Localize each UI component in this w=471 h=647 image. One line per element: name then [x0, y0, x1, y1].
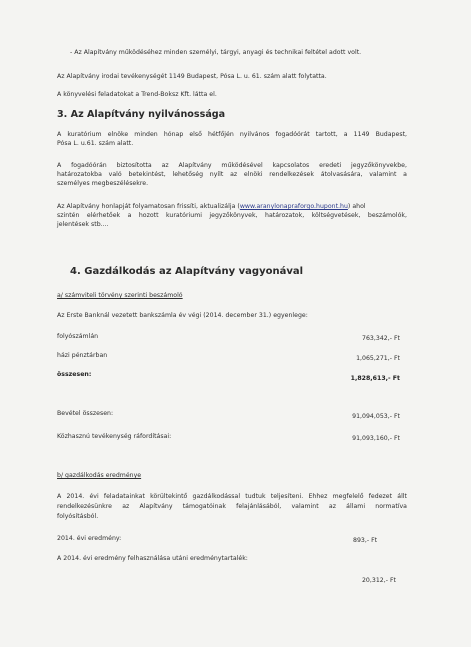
bank-balance-line: Az Erste Banknál vezetett bankszámla év végi (2014. december 31.) egyenlege: — [57, 312, 308, 319]
row-cash-value: 1,065,271,- Ft — [356, 355, 400, 362]
office-activity: Az Alapítvány irodai tevékenységét 1149 Budapest, Pósa L. u. 61. szám alatt folytatta. — [57, 73, 327, 80]
row-total-value: 1,828,613,- Ft — [350, 375, 400, 382]
subsection-a-title: a/ számviteli törvény szerinti beszámoló — [57, 292, 183, 299]
result-p-line1: A 2014. évi feladatainkat körültekintő gazdálkodással tudtuk teljesíteni. Ehhez megfelelő fedezet állt — [57, 493, 407, 500]
year-result-value: 893,- Ft — [353, 537, 378, 544]
s3-p1-line2: Pósa L. u.61. szám alatt. — [57, 140, 134, 147]
s3-p3-line3: jelentések stb.... — [57, 221, 109, 228]
section-4-heading: 4. Gazdálkodás az Alapítvány vagyonával — [70, 266, 304, 277]
s3-p2-line3: személyes megbeszélésekre. — [57, 180, 149, 187]
expense-value: 91,093,160,- Ft — [352, 435, 400, 442]
year-result-label: 2014. évi eredmény: — [57, 535, 122, 542]
website-link[interactable]: www.aranylonapraforgo.hupont.hu — [239, 203, 348, 210]
income-label: Bevétel összesen: — [57, 410, 114, 417]
result-p-line2: rendelkezésünkre az Alapítvány támogatóinak felajánlásából, valamint az állami normatíva — [57, 503, 407, 510]
s3-p3-line1 — [57, 203, 407, 212]
s3-p3-text-a: Az Alapítvány honlapját folyamatosan frissíti, aktualizálja ( — [57, 203, 240, 210]
row-cash-label: házi pénztárban — [57, 352, 108, 359]
s3-p2-line2: határozatokba való betekintést, lehetőség nyílt az elnöki rendelkezések átolvasására, valamint a — [57, 171, 407, 178]
subsection-b-title: b/ gazdálkodás eredménye — [57, 472, 142, 479]
after-result-value: 20,312,- Ft — [361, 577, 396, 584]
accounting-text: A könyvelési feladatokat a Trend-Boksz Kft. látta el. — [57, 91, 217, 98]
row-current-account-value: 763,342,- Ft — [362, 335, 400, 342]
after-result-label: A 2014. évi eredmény felhasználása utáni eredménytartalék: — [57, 555, 248, 562]
bullet-conditions: - Az Alapítvány működéséhez minden személyi, tárgyi, anyagi és technikai feltétel adott volt. — [70, 49, 362, 56]
s3-p2-line1: A fogadóórán biztosította az Alapítvány működésével kapcsolatos eredeti jegyzőkönyvekbe, — [57, 162, 407, 169]
s3-p3-line2: szintén elérhetőek a hozott kuratóriumi jegyzőkönyvek, határozatok, költségvetések, beszámolók, — [57, 212, 407, 219]
row-current-account-label: folyószámlán — [57, 333, 99, 340]
expense-label: Közhasznú tevékenység ráfordításai: — [57, 433, 172, 440]
section-3-heading: 3. Az Alapítvány nyilvánossága — [57, 109, 226, 120]
s3-p3-text-b: ) ahol — [347, 203, 366, 210]
s3-p1-line1: A kuratórium elnöke minden hónap első hétfőjén nyilvános fogadóórát tartott, a 1149 Budapest, — [57, 131, 407, 138]
income-value: 91,094,053,- Ft — [352, 413, 400, 420]
result-p-line3: folyósításból. — [57, 513, 99, 520]
row-total-label: összesen: — [57, 371, 92, 378]
